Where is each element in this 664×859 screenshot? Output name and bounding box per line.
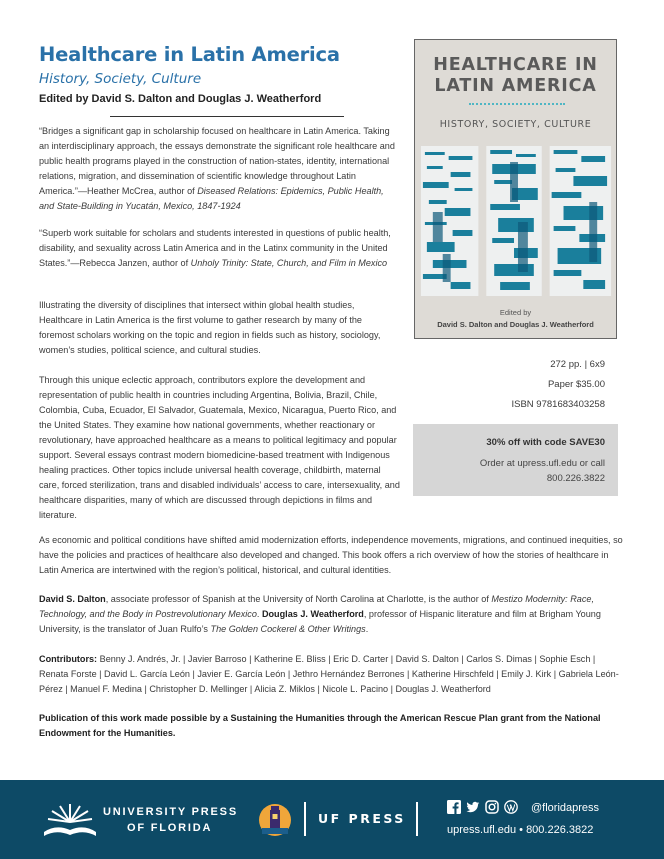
funding-note — [39, 711, 625, 741]
order-phone: 800.226.3822 — [546, 473, 605, 484]
description-paragraph-2: Through this unique eclectic approach, contributors explore the development and representation of public health in countries including Argentina, Bolivia, Brazil, Chile, Colombia, Cuba, Ecuador, El Salvador, Guatemala, Mexico, Nicaragua, Puerto Rico, and the United States. They examine how national governments, whether reactionary or revolutionary, have approached healthcare as a means to political legitimacy and popular support. Several essays contrast modern biomedicine-based treatment with Indigenous healing practices. Other topics include universal health coverage, childbirth, maternal care, forced sterilization, trans and disabled individuals’ access to care, intersexuality, and healthcare disparities, many of which are discussed through depictions in films and literature. — [39, 375, 400, 520]
contributors-names: Benny J. Andrés, Jr. | Javier Barroso | Katherine E. Bliss | Eric D. Carter | David S. Dalton | Carlos S. Dimas | Sophie Esch | Renata Forste | David L. García León | Javier E. García León | Jethro Hernández Berrones | Katherine Hirschfeld | Emily J. Kirk | Gabriela León-Pérez | Manuel F. Medina | Christopher D. Mellinger | Alicia Z. Miklos | Nicole L. Pacino | Douglas J. Weatherford — [39, 654, 619, 694]
bio-work-weatherford: The Golden Cockerel & Other Writings — [210, 624, 366, 634]
cover-gel-artwork — [415, 142, 616, 302]
quote-janzen — [39, 226, 399, 271]
bio-text: , professor of Hispanic literature and film at Brigham Young University, is the translator of Juan Rulfo’s — [39, 609, 601, 634]
quote-work-title: Diseased Relations: Epidemics, Public Health, and State-Building in Yucatán, Mexico, 1847-1924 — [39, 186, 384, 211]
cover-title-line: LATIN AMERICA — [434, 76, 597, 96]
quote-text: “Bridges a significant gap in scholarship focused on healthcare in Latin America. Taking an interdisciplinary approach, the essays demonstrate the significant role healthcare and public health programs played in the construction of nation-states, identity, international relations, migration, and dissemination of scientific knowledge throughout Latin America.”—Heather McCrea, author of — [39, 126, 395, 196]
quote-work-title: Unholy Trinity: State, Church, and Film in Mexico — [190, 258, 388, 268]
cover-title-line: HEALTHCARE IN — [433, 55, 598, 75]
social-handle[interactable]: @floridapress — [531, 802, 600, 814]
twitter-icon[interactable] — [466, 800, 480, 814]
publisher-line: OF FLORIDA — [127, 822, 213, 834]
social-icons — [447, 800, 518, 814]
description-paragraph-1: Illustrating the diversity of disciplines that intersect within global health studies, Healthcare in Latin America is the first volume to gather research by many of the foremost scholars working on the topic and region in fields such as history, sociology, women’s studies, political science, and cultural studies. — [39, 300, 381, 355]
bio-name-dalton: David S. Dalton — [39, 594, 106, 604]
bio-text: , associate professor of Spanish at the University of North Carolina at Charlotte, is the author of — [105, 594, 492, 604]
funding-text: Publication of this work made possible by a Sustaining the Humanities through the American Rescue Plan grant from the National Endowment for the Humanities. — [39, 713, 601, 738]
book-subtitle: History, Society, Culture — [39, 71, 202, 87]
description-paragraph-3: As economic and political conditions have shifted amid modernization efforts, independence movements, migrations, and continued inequities, so have the policies and practices of healthcare also developed and changed. This book offers a rich overview of how the stories of healthcare in Latin America are intertwined with the region’s political, historical, and cultural identities. — [39, 535, 623, 575]
imprint-name: UF PRESS — [318, 811, 406, 826]
uf-century-tower-logo-icon — [258, 802, 292, 838]
quote-mccrea — [39, 124, 399, 214]
promo-code: 30% off with code SAVE30 — [486, 437, 605, 448]
upf-sunburst-logo-icon — [42, 802, 98, 838]
contributors — [39, 652, 625, 697]
wordpress-icon[interactable] — [504, 800, 518, 814]
book-cover — [414, 39, 617, 339]
footer-divider — [416, 802, 418, 836]
bio-work-dalton: Mestizo Modernity: Race, Technology, and the Body in Postrevolutionary Mexico — [39, 594, 594, 619]
book-title: Healthcare in Latin America — [39, 43, 340, 66]
cover-title — [415, 55, 616, 97]
publisher-line: UNIVERSITY PRESS — [103, 806, 238, 818]
cover-subtitle: HISTORY, SOCIETY, CULTURE — [439, 119, 592, 130]
footer — [0, 780, 664, 859]
title-rule — [110, 116, 344, 117]
order-line: Order at upress.ufl.edu or call — [479, 458, 605, 469]
cover-edited-by: Edited by — [499, 308, 532, 317]
spec-isbn: ISBN 9781683403258 — [511, 399, 605, 410]
footer-contact[interactable]: upress.ufl.edu • 800.226.3822 — [447, 824, 594, 836]
contributors-label: Contributors: — [39, 654, 98, 664]
spec-price: Paper $35.00 — [547, 379, 605, 390]
editor-bios: David S. Dalton, associate professor of Spanish at the University of North Carolina at Charlotte, is the author of Mestizo Modernity: Race, Technology, and the Body in Postrevolutionary Mexico. Douglas J. Weatherford, professor of Hispanic literature and film at Brigham Young University, is the translator of Juan Rulfo’s The Golden Cockerel & Other Writings. — [39, 594, 601, 634]
cover-dotted-divider — [469, 103, 565, 105]
quote-text: “Superb work suitable for scholars and students interested in questions of public health, disability, and sexuality across Latin America and in the Latinx community in the United States.”—Rebecca Janzen, author of — [39, 228, 391, 268]
cover-authors: David S. Dalton and Douglas J. Weatherford — [437, 320, 594, 329]
order-info — [413, 456, 605, 486]
spec-pages: 272 pp. | 6x9 — [550, 359, 605, 370]
footer-divider — [304, 802, 306, 836]
book-specs — [512, 355, 606, 415]
instagram-icon[interactable] — [485, 800, 499, 814]
book-editors: Edited by David S. Dalton and Douglas J. Weatherford — [39, 93, 322, 105]
bio-name-weatherford: Douglas J. Weatherford — [261, 609, 364, 619]
facebook-icon[interactable] — [447, 800, 461, 814]
publisher-name — [103, 804, 238, 836]
promo-box — [413, 424, 618, 496]
